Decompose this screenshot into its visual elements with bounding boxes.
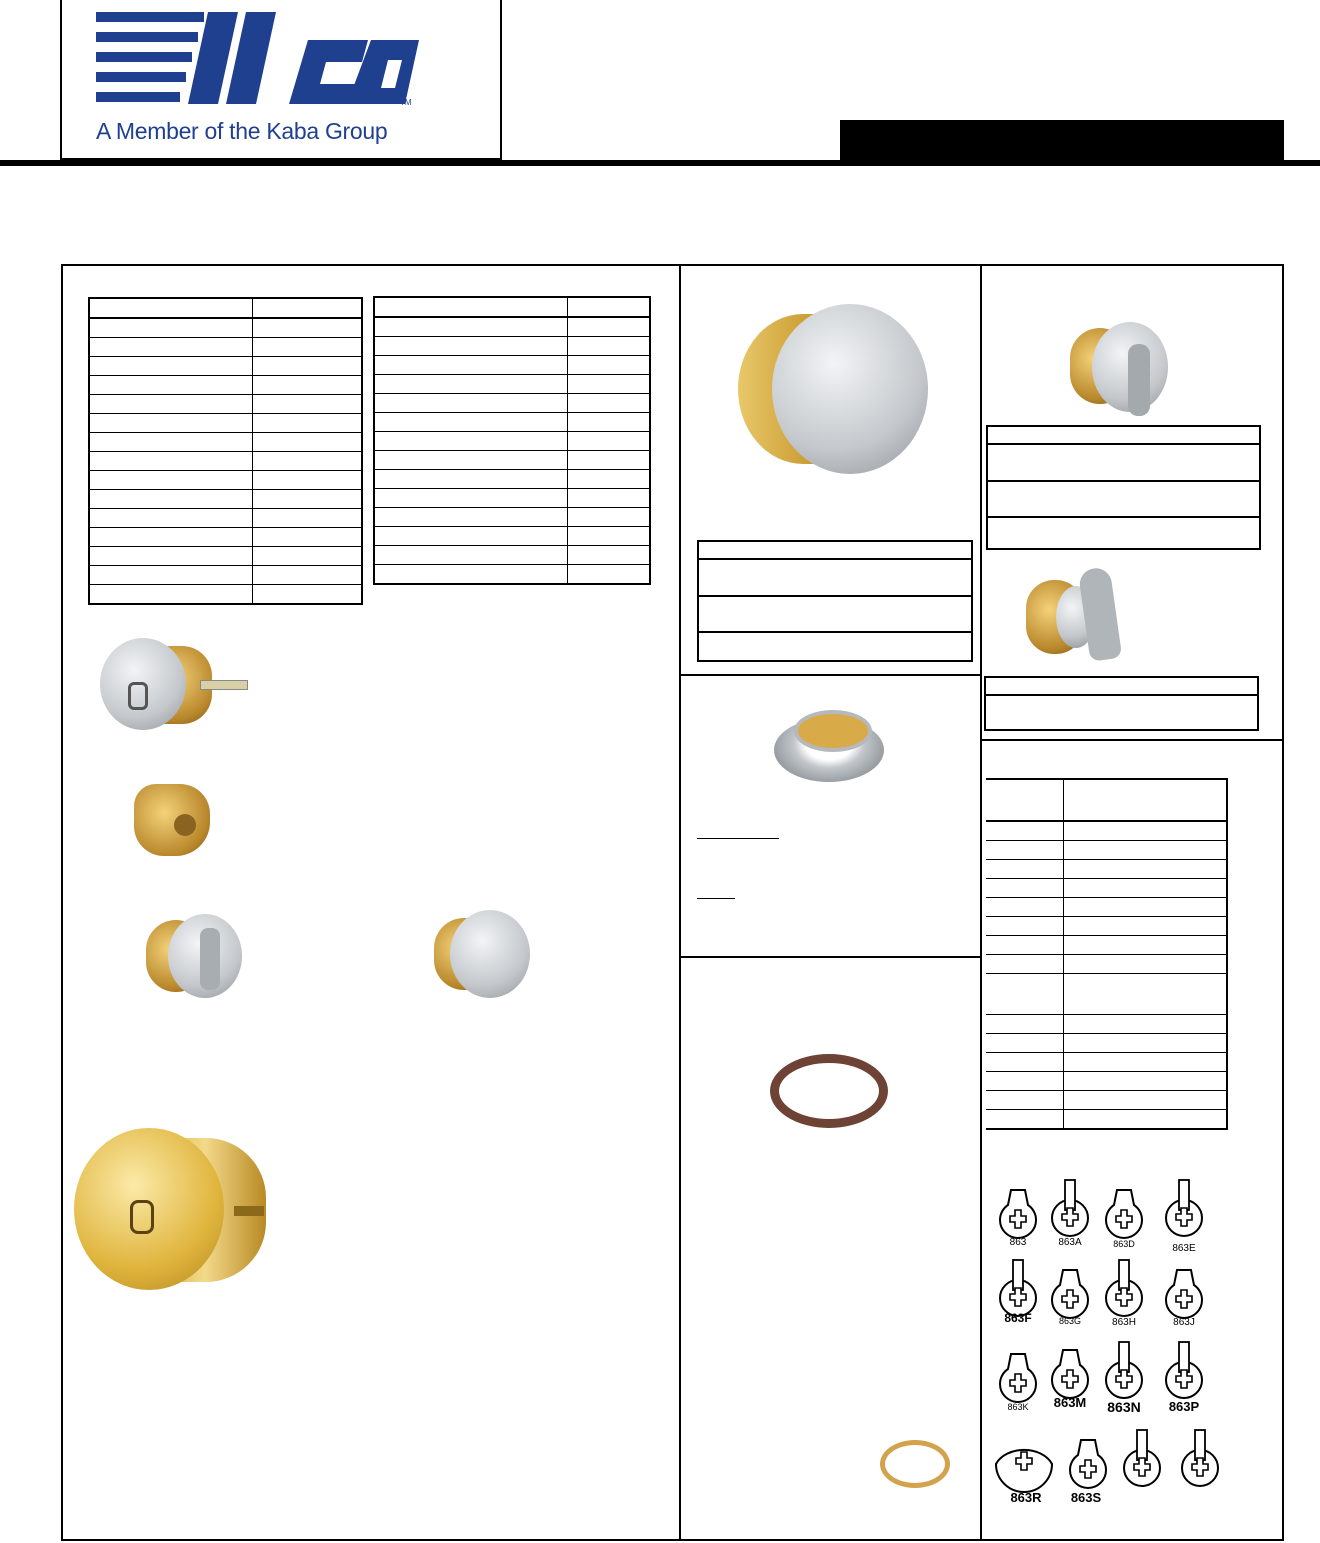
cam-label: 863N bbox=[1107, 1399, 1141, 1415]
thumbturn-icon bbox=[146, 914, 242, 998]
blank-cylinder-large-icon bbox=[738, 304, 930, 478]
logo-box bbox=[60, 0, 502, 160]
cam-row-4 bbox=[996, 1430, 1218, 1492]
trim-ring-icon bbox=[774, 710, 884, 782]
spec-table-left bbox=[88, 297, 363, 605]
column-divider-right bbox=[980, 266, 982, 1539]
cam-row-1 bbox=[1000, 1180, 1202, 1238]
cam-label: 863G bbox=[1058, 1316, 1082, 1326]
cam-label: 863 bbox=[1009, 1237, 1027, 1248]
mortise-cylinder-brass-icon bbox=[74, 1128, 270, 1290]
cam-label: 863F bbox=[1004, 1311, 1032, 1325]
cam-label: 863K bbox=[1007, 1402, 1029, 1412]
cam-label: 863A bbox=[1058, 1237, 1082, 1248]
header-rule bbox=[0, 160, 1320, 166]
underline-1 bbox=[697, 838, 779, 839]
cam-label: 863M bbox=[1053, 1395, 1087, 1410]
cam-label: 863J bbox=[1173, 1317, 1195, 1328]
cam-label: 863E bbox=[1172, 1243, 1196, 1254]
blank-cylinder-table bbox=[697, 540, 973, 662]
rim-cylinder-icon bbox=[100, 638, 250, 734]
thumbturn-small-icon bbox=[1070, 322, 1168, 418]
mid-divider-2 bbox=[679, 956, 980, 958]
thumbturn-table-2 bbox=[984, 676, 1259, 731]
ilco-wordmark-icon bbox=[96, 10, 426, 106]
thumbturn-table-1 bbox=[986, 425, 1261, 550]
right-divider bbox=[980, 739, 1282, 741]
cam-table bbox=[986, 778, 1228, 1130]
mid-divider-1 bbox=[679, 674, 980, 676]
ilco-logo bbox=[96, 10, 426, 106]
blank-plug-icon bbox=[434, 910, 530, 998]
brass-ring-icon bbox=[880, 1440, 950, 1488]
cam-label: 863P bbox=[1168, 1399, 1200, 1414]
mortise-cylinder-small-icon bbox=[134, 784, 210, 856]
thumbturn-lever-icon bbox=[1026, 566, 1122, 662]
tagline: A Member of the Kaba Group bbox=[96, 118, 388, 144]
o-ring-icon bbox=[770, 1054, 888, 1128]
cam-label: 863D bbox=[1113, 1239, 1135, 1249]
underline-2 bbox=[697, 898, 735, 899]
trademark-mark: TM bbox=[400, 98, 412, 107]
column-divider-left bbox=[679, 266, 681, 1539]
cam-label: 863H bbox=[1112, 1317, 1136, 1328]
cam-row-2 bbox=[1000, 1260, 1202, 1318]
header-black-tab bbox=[840, 120, 1284, 162]
cam-row-3 bbox=[1000, 1342, 1202, 1402]
cam-label: 863R bbox=[1010, 1490, 1042, 1505]
spec-table-right bbox=[373, 296, 651, 585]
cam-diagrams bbox=[990, 1172, 1230, 1512]
cam-label: 863S bbox=[1070, 1490, 1102, 1505]
